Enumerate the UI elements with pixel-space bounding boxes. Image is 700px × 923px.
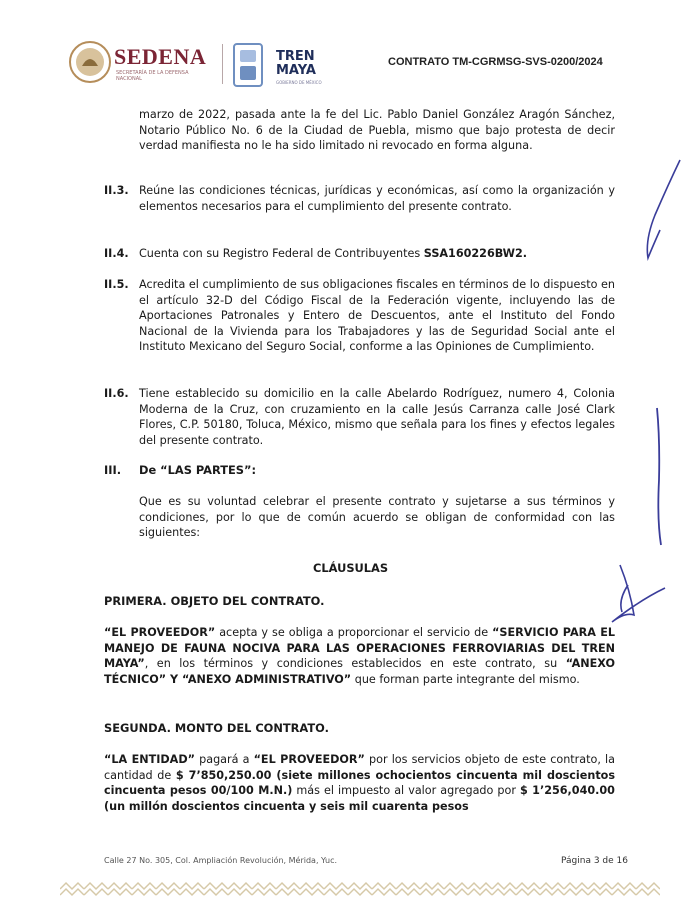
provider-term: “EL PROVEEDOR” bbox=[104, 626, 216, 639]
clause-paragraph bbox=[104, 752, 615, 814]
vat-amount: $ 1’256,040.00 (un millón doscientos cincuenta y seis mil cuarenta pesos bbox=[104, 784, 615, 813]
footer-address: Calle 27 No. 305, Col. Ampliación Revolución, Mérida, Yuc. bbox=[104, 856, 338, 865]
item-number: II.3. bbox=[104, 184, 129, 197]
decorative-pattern-band bbox=[60, 880, 660, 898]
item-number: II.4. bbox=[104, 247, 129, 260]
clause-text: más el impuesto al valor agregado por bbox=[292, 784, 520, 797]
contract-amount: $ 7’850,250.00 (siete millones ochocientos cincuenta mil doscientos cincuenta pesos 00/100 M.N.) bbox=[104, 768, 616, 797]
maya-label: MAYA bbox=[276, 63, 316, 78]
sedena-subtitle: SECRETARÍA DE LA DEFENSA NACIONAL bbox=[116, 70, 189, 82]
contract-number: CONTRATO TM-CGRMSG-SVS-0200/2024 bbox=[388, 56, 603, 68]
clause-text: que forman parte integrante del mismo. bbox=[351, 672, 580, 686]
signature-mark bbox=[657, 408, 661, 545]
item-text bbox=[139, 246, 615, 262]
sedena-brand: SEDENA bbox=[114, 44, 207, 69]
signature-mark bbox=[647, 160, 680, 258]
clause-paragraph bbox=[104, 625, 615, 687]
national-seal-icon bbox=[68, 40, 112, 84]
clausulas-heading: CLÁUSULAS bbox=[313, 561, 389, 575]
clause-text: acepta y se obliga a proporcionar el servicio de bbox=[215, 626, 493, 639]
item-number: II.6. bbox=[104, 387, 129, 400]
signature-mark bbox=[612, 565, 665, 622]
clause-text: por los servicios objeto de este contrato, la cantidad de bbox=[104, 753, 615, 782]
service-name: “SERVICIO PARA EL MANEJO DE FAUNA NOCIVA PARA LAS OPERACIONES FERROVIARIAS DEL TREN MAYA” bbox=[104, 626, 615, 670]
section-title: De “LAS PARTES”: bbox=[139, 463, 257, 477]
item-number: II.5. bbox=[104, 278, 129, 291]
item-text: Reúne las condiciones técnicas, jurídicas y económicas, así como la organización y elementos necesarios para el cumplimiento del presente contrato. bbox=[139, 184, 615, 213]
clause-text: , en los términos y condiciones establecidos en este contrato, su bbox=[144, 657, 566, 670]
clause-title: SEGUNDA. MONTO DEL CONTRATO. bbox=[104, 721, 329, 735]
item-text: Acredita el cumplimiento de sus obligaciones fiscales en términos de lo dispuesto en el artículo 32-D del Código Fiscal de la Federación vigente, incluyendo las de Aportaciones Patronales y Entero de Descuentos, ante el Instituto del Fondo Nacional de la Vivienda para los Trabajadores y las de Seguridad Social ante el Instituto Mexicano del Seguro Social, conforme a las Opiniones de Cumplimiento. bbox=[139, 278, 615, 353]
item-text: Tiene establecido su domicilio en la calle Abelardo Rodríguez, numero 4, Colonia Moderna de la Cruz, con cruzamiento en la calle Jesús Carranza calle José Clark Flores, C.P. 50180, Toluca, México, mismo que señala para los fines y efectos legales del presente contrato. bbox=[139, 387, 615, 447]
tren-maya-logo-icon bbox=[232, 42, 264, 88]
rfc-value: SSA160226BW2. bbox=[423, 247, 528, 260]
clause-text: pagará a bbox=[194, 753, 254, 766]
header-divider bbox=[222, 44, 223, 84]
section-number: III. bbox=[104, 463, 122, 477]
intro-paragraph: marzo de 2022, pasada ante la fe del Lic. Pablo Daniel González Aragón Sánchez, Notario Público No. 6 de la Ciudad de Puebla, mismo que bajo protesta de decir verdad manifiesta no le ha sido limitado ni revocado en forma alguna. bbox=[139, 108, 615, 152]
tren-maya-brand bbox=[276, 50, 316, 78]
tren-maya-subtitle: GOBIERNO DE MÉXICO bbox=[276, 80, 322, 85]
annex-names: “ANEXO TÉCNICO” Y “ANEXO ADMINISTRATIVO” bbox=[104, 657, 615, 686]
section-paragraph: Que es su voluntad celebrar el presente contrato y sujetarse a sus términos y condiciones, por lo que de común acuerdo se obligan de conformidad con las siguientes: bbox=[139, 495, 615, 539]
provider-term: “EL PROVEEDOR” bbox=[253, 753, 365, 766]
clause-title: PRIMERA. OBJETO DEL CONTRATO. bbox=[104, 594, 325, 608]
rfc-label: Cuenta con su Registro Federal de Contribuyentes bbox=[139, 247, 424, 260]
tren-label: TREN bbox=[276, 49, 315, 64]
entity-term: “LA ENTIDAD” bbox=[104, 753, 195, 766]
page-number: Página 3 de 16 bbox=[561, 856, 628, 866]
